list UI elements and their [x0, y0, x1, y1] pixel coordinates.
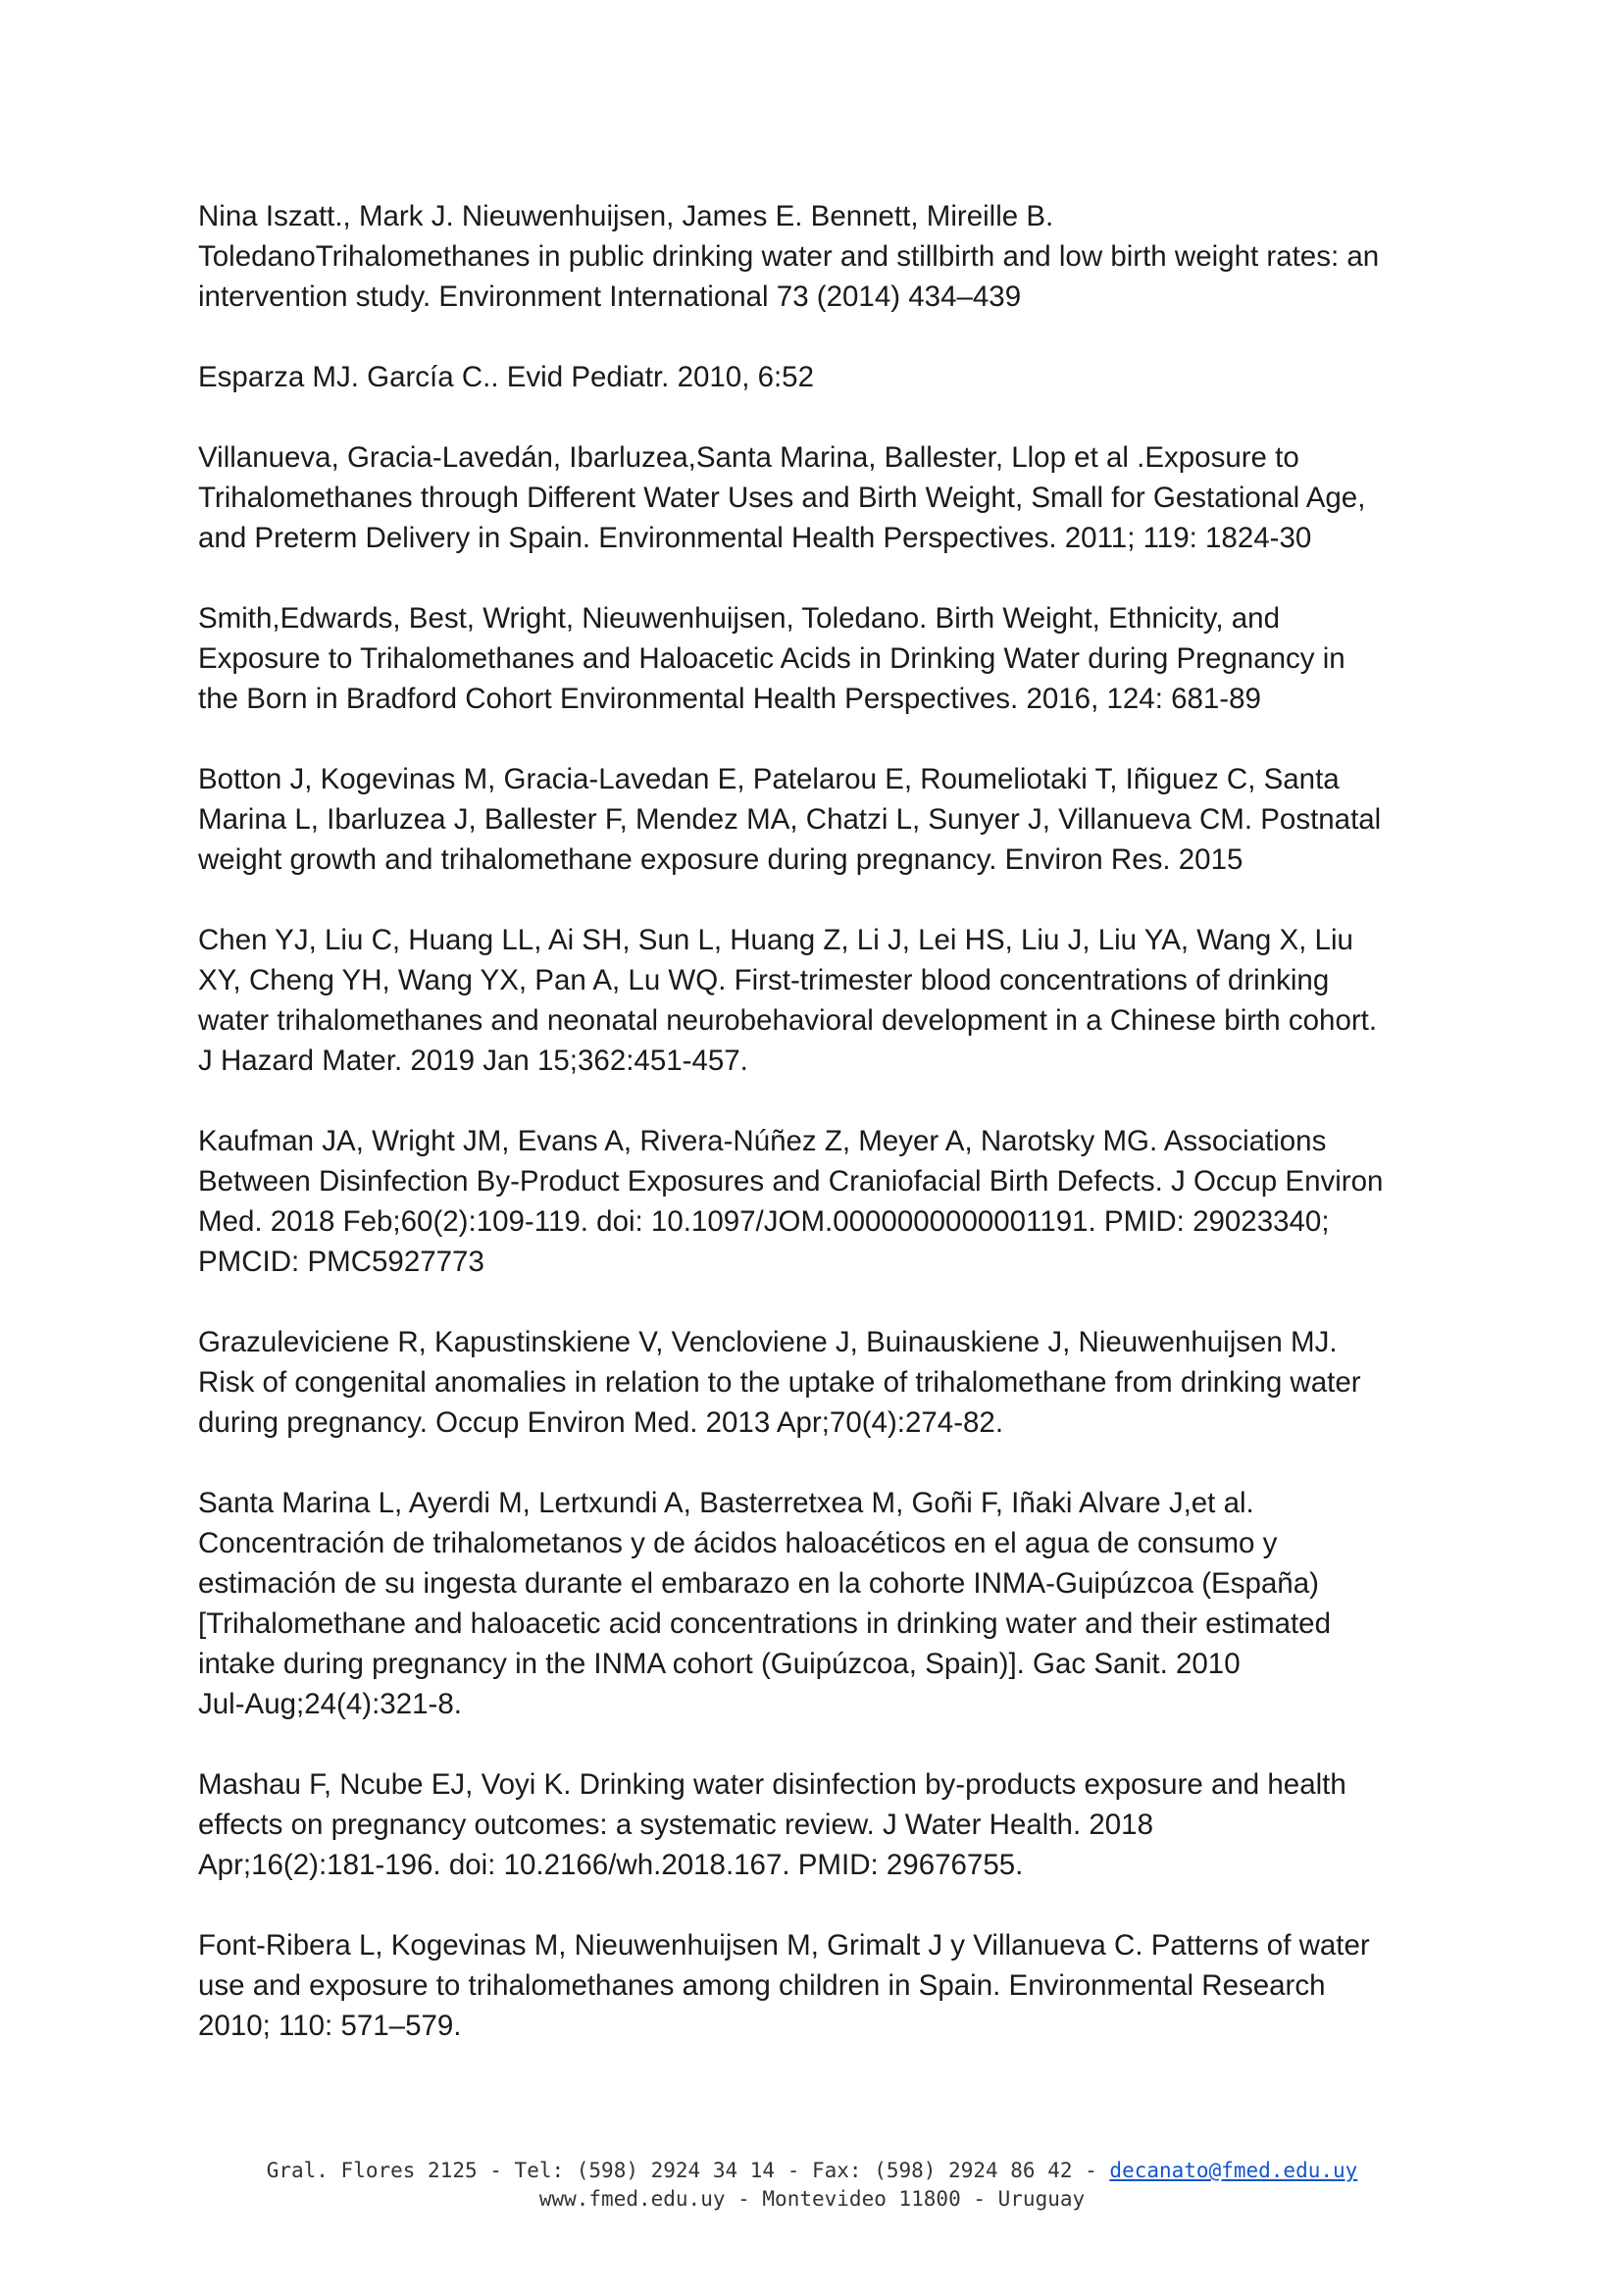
reference-line: and Preterm Delivery in Spain. Environmental Health Perspectives. 2011; 119: 1824-30 [198, 522, 1312, 554]
reference-line: 2010; 110: 571–579. [198, 2010, 462, 2042]
reference-item [198, 357, 1473, 397]
reference-line: Esparza MJ. García C.. Evid Pediatr. 2010, 6:52 [198, 361, 814, 393]
reference-line: Font-Ribera L, Kogevinas M, Nieuwenhuijsen M, Grimalt J y Villanueva C. Patterns of water [198, 1929, 1370, 1962]
reference-line: weight growth and trihalomethane exposure during pregnancy. Environ Res. 2015 [198, 843, 1243, 876]
reference-line: Smith,Edwards, Best, Wright, Nieuwenhuijsen, Toledano. Birth Weight, Ethnicity, and [198, 602, 1280, 635]
reference-line: during pregnancy. Occup Environ Med. 2013 Apr;70(4):274-82. [198, 1406, 1004, 1439]
reference-item [198, 196, 1473, 317]
reference-item [198, 1483, 1473, 1724]
reference-line: estimación de su ingesta durante el embarazo en la cohorte INMA-Guipúzcoa (España) [198, 1567, 1319, 1600]
reference-line: water trihalomethanes and neonatal neurobehavioral development in a Chinese birth cohort. [198, 1004, 1378, 1037]
reference-line: Santa Marina L, Ayerdi M, Lertxundi A, Basterretxea M, Goñi F, Iñaki Alvare J,et al. [198, 1487, 1254, 1519]
reference-line: Between Disinfection By-Product Exposures and Craniofacial Birth Defects. J Occup Environ [198, 1165, 1384, 1198]
reference-line: Jul-Aug;24(4):321-8. [198, 1688, 462, 1720]
reference-list [198, 196, 1473, 2086]
reference-line: Chen YJ, Liu C, Huang LL, Ai SH, Sun L, Huang Z, Li J, Lei HS, Liu J, Liu YA, Wang X, Liu [198, 924, 1353, 956]
reference-item [198, 759, 1473, 880]
reference-line: the Born in Bradford Cohort Environmental Health Perspectives. 2016, 124: 681-89 [198, 683, 1261, 715]
reference-line: Trihalomethanes through Different Water Uses and Birth Weight, Small for Gestational Age, [198, 482, 1366, 514]
reference-line: Risk of congenital anomalies in relation to the uptake of trihalomethane from drinking water [198, 1366, 1361, 1399]
reference-line: J Hazard Mater. 2019 Jan 15;362:451-457. [198, 1045, 748, 1077]
reference-line: effects on pregnancy outcomes: a systematic review. J Water Health. 2018 [198, 1809, 1153, 1841]
reference-item [198, 437, 1473, 558]
reference-item [198, 1121, 1473, 1282]
footer-email-link[interactable]: decanato@fmed.edu.uy [1109, 2159, 1358, 2182]
reference-line: Mashau F, Ncube EJ, Voyi K. Drinking water disinfection by-products exposure and health [198, 1768, 1346, 1801]
reference-item [198, 1925, 1473, 2046]
reference-line: intake during pregnancy in the INMA cohort (Guipúzcoa, Spain)]. Gac Sanit. 2010 [198, 1648, 1241, 1680]
reference-line: Grazuleviciene R, Kapustinskiene V, Vencloviene J, Buinauskiene J, Nieuwenhuijsen MJ. [198, 1326, 1338, 1358]
reference-line: XY, Cheng YH, Wang YX, Pan A, Lu WQ. First-trimester blood concentrations of drinking [198, 964, 1330, 996]
reference-line: Botton J, Kogevinas M, Gracia-Lavedan E, Patelarou E, Roumeliotaki T, Iñiguez C, Santa [198, 763, 1340, 795]
reference-line: intervention study. Environment International 73 (2014) 434–439 [198, 280, 1022, 313]
reference-item [198, 1764, 1473, 1885]
reference-item [198, 1322, 1473, 1443]
footer-website-line: www.fmed.edu.uy - Montevideo 11800 - Uruguay [538, 2187, 1086, 2211]
reference-line: Concentración de trihalometanos y de ácidos haloacéticos en el agua de consumo y [198, 1527, 1278, 1559]
footer-address-phone-fax: Gral. Flores 2125 - Tel: (598) 2924 34 14 - Fax: (598) 2924 86 42 - [266, 2159, 1110, 2182]
reference-line: Apr;16(2):181-196. doi: 10.2166/wh.2018.167. PMID: 29676755. [198, 1849, 1024, 1881]
reference-line: [Trihalomethane and haloacetic acid concentrations in drinking water and their estimated [198, 1607, 1331, 1640]
reference-line: PMCID: PMC5927773 [198, 1246, 484, 1278]
reference-line: Marina L, Ibarluzea J, Ballester F, Mendez MA, Chatzi L, Sunyer J, Villanueva CM. Postnatal [198, 803, 1382, 836]
reference-item [198, 920, 1473, 1081]
footer-contact-line [0, 2157, 1624, 2185]
reference-line: ToledanoTrihalomethanes in public drinking water and stillbirth and low birth weight rates: an [198, 240, 1380, 273]
reference-line: Kaufman JA, Wright JM, Evans A, Rivera-Núñez Z, Meyer A, Narotsky MG. Associations [198, 1125, 1327, 1157]
page-footer [0, 2157, 1624, 2214]
reference-line: Villanueva, Gracia-Lavedán, Ibarluzea,Santa Marina, Ballester, Llop et al .Exposure to [198, 441, 1299, 474]
reference-line: Exposure to Trihalomethanes and Haloacetic Acids in Drinking Water during Pregnancy in [198, 642, 1345, 675]
reference-item [198, 598, 1473, 719]
reference-line: Nina Iszatt., Mark J. Nieuwenhuijsen, James E. Bennett, Mireille B. [198, 200, 1054, 232]
reference-line: Med. 2018 Feb;60(2):109-119. doi: 10.1097/JOM.0000000000001191. PMID: 29023340; [198, 1205, 1330, 1238]
reference-line: use and exposure to trihalomethanes among children in Spain. Environmental Research [198, 1969, 1326, 2002]
